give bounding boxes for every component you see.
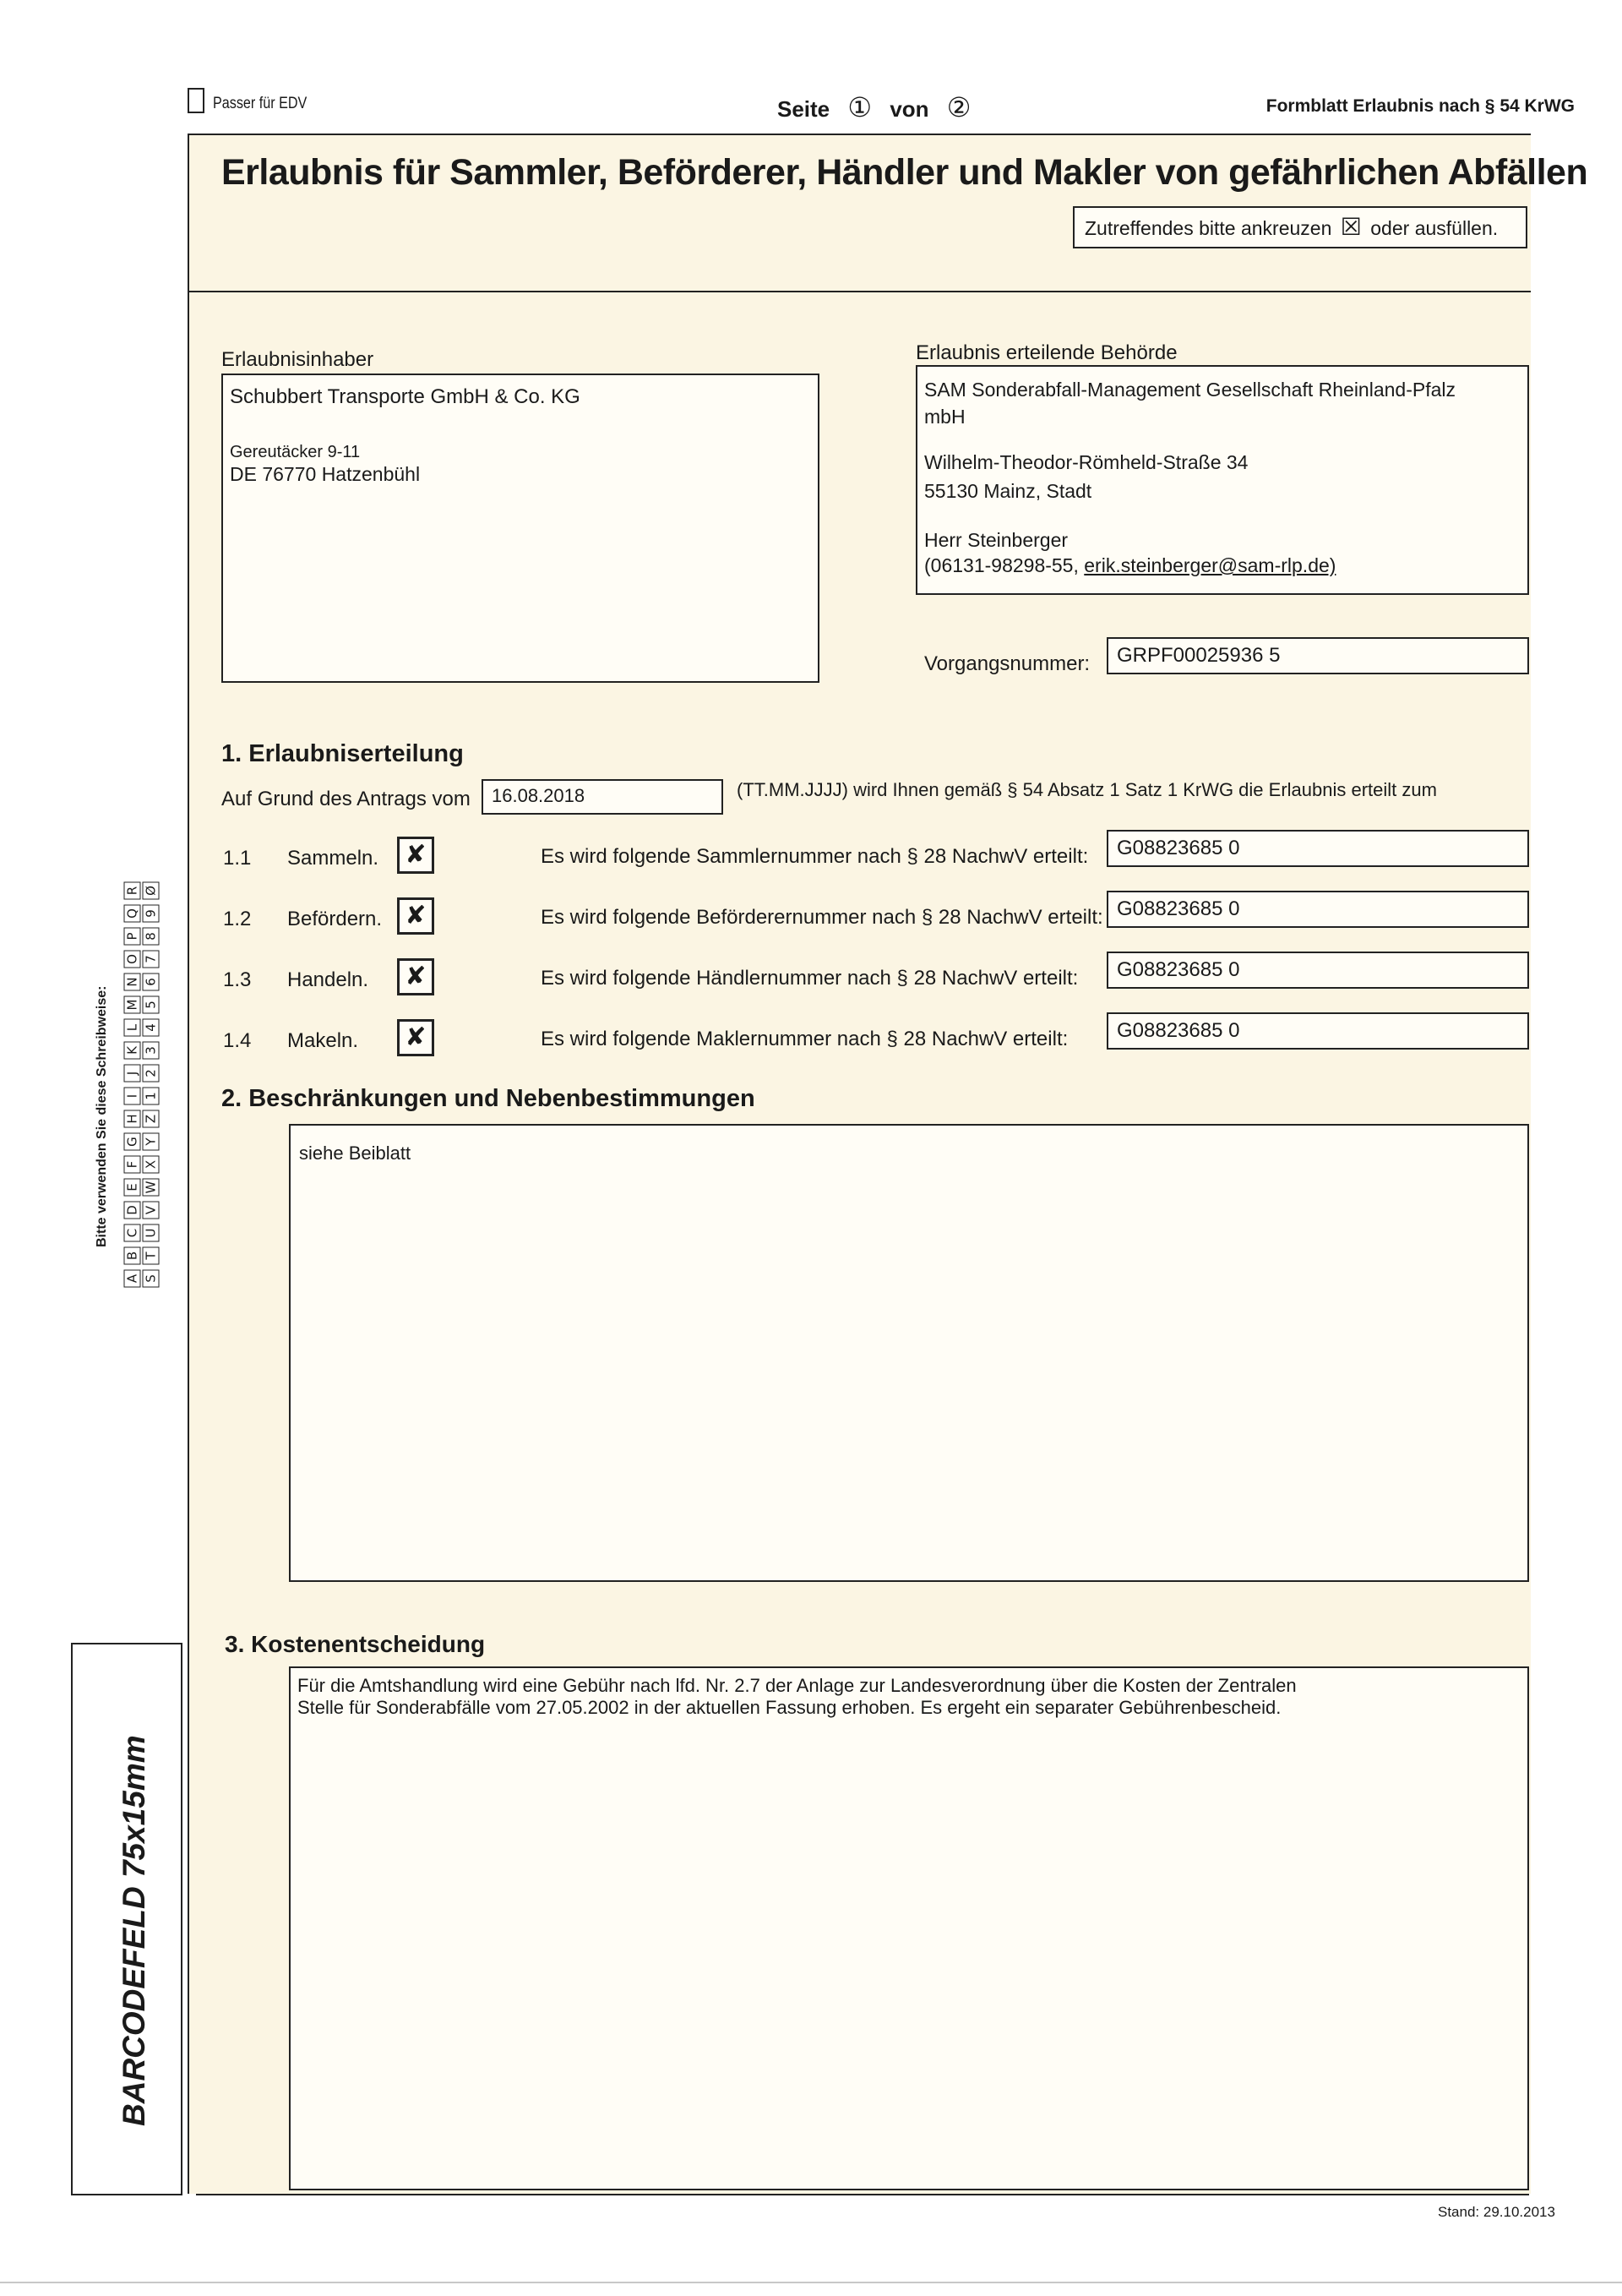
writing-sample-char: 2 xyxy=(143,1065,160,1083)
row-label-befoerdern: Befördern. xyxy=(287,908,383,930)
writing-sample-char: Ø xyxy=(143,882,160,900)
page-total: ② xyxy=(946,92,972,123)
barcode-label: BARCODEFELD 75x15mm xyxy=(117,1735,151,2126)
passer-label: Passer für EDV xyxy=(213,95,308,112)
writing-sample-char: T xyxy=(143,1247,160,1265)
authority-name-line2: mbH xyxy=(924,406,966,428)
hint-before: Zutreffendes bitte ankreuzen xyxy=(1085,217,1332,239)
writing-sample-char: 4 xyxy=(143,1019,160,1037)
writing-sample-char: E xyxy=(124,1179,141,1197)
authority-box[interactable] xyxy=(916,365,1529,595)
page-current: ① xyxy=(847,92,873,123)
writing-sample-char: 6 xyxy=(143,973,160,991)
row-text: Es wird folgende Sammlernummer nach § 28 NachwV erteilt: xyxy=(541,845,1089,868)
authority-street: Wilhelm-Theodor-Römheld-Straße 34 xyxy=(924,451,1249,473)
seite-label: Seite xyxy=(777,96,830,122)
header-divider xyxy=(189,291,1531,292)
von-label: von xyxy=(890,96,929,122)
holder-label: Erlaubnisinhaber xyxy=(221,348,374,371)
writing-hint: Bitte verwenden Sie diese Schreibweise: xyxy=(95,985,109,1247)
authority-phone-email xyxy=(924,554,1336,577)
writing-sample-char: W xyxy=(143,1179,160,1197)
section2-title: 2. Beschränkungen und Nebenbestimmungen xyxy=(221,1085,755,1112)
footer-stand: Stand: 29.10.2013 xyxy=(1438,2204,1555,2220)
application-date-field[interactable]: 16.08.2018 xyxy=(482,779,723,815)
writing-sample-char: F xyxy=(124,1156,141,1174)
row-text: Es wird folgende Beförderernummer nach § 28 NachwV erteilt: xyxy=(541,906,1103,929)
restrictions-text: siehe Beiblatt xyxy=(299,1143,411,1164)
restrictions-textarea[interactable] xyxy=(289,1124,1529,1582)
writing-sample-char: 3 xyxy=(143,1042,160,1060)
writing-sample-char: Y xyxy=(143,1133,160,1151)
form-id: Formblatt Erlaubnis nach § 54 KrWG xyxy=(1265,96,1575,116)
writing-sample-char: 1 xyxy=(143,1088,160,1105)
writing-sample-char: B xyxy=(124,1247,141,1265)
costs-line1: Für die Amtshandlung wird eine Gebühr nach lfd. Nr. 2.7 der Anlage zur Landesverordnung über die Kosten der Zentralen xyxy=(297,1675,1297,1696)
writing-sample-char: A xyxy=(124,1270,141,1288)
section1-intro-rest: (TT.MM.JJJJ) wird Ihnen gemäß § 54 Absatz 1 Satz 1 KrWG die Erlaubnis erteilt zum xyxy=(737,779,1437,800)
frame-bottom-line xyxy=(196,2194,1529,2195)
section3-title: 3. Kostenentscheidung xyxy=(225,1631,486,1657)
writing-sample-char: P xyxy=(124,928,141,946)
writing-sample-char: H xyxy=(124,1110,141,1128)
holder-city: DE 76770 Hatzenbühl xyxy=(230,463,421,485)
case-number-field[interactable]: GRPF00025936 5 xyxy=(1107,637,1529,674)
writing-sample-char: N xyxy=(124,973,141,991)
holder-name: Schubbert Transporte GmbH & Co. KG xyxy=(230,385,580,408)
handeln-checkbox[interactable]: ✘ xyxy=(397,958,434,995)
checked-box-icon: ☒ xyxy=(1340,214,1362,240)
authority-label: Erlaubnis erteilende Behörde xyxy=(916,341,1178,364)
page-indicator xyxy=(777,91,971,123)
form-title: Erlaubnis für Sammler, Beförderer, Händler und Makler von gefährlichen Abfällen xyxy=(221,152,1588,193)
writing-sample-char: X xyxy=(143,1156,160,1174)
writing-sample-char: 5 xyxy=(143,996,160,1014)
writing-sample-char: Z xyxy=(143,1110,160,1128)
sammeln-checkbox[interactable]: ✘ xyxy=(397,837,434,874)
writing-sample-char: L xyxy=(124,1019,141,1037)
costs-line2: Stelle für Sonderabfälle vom 27.05.2002 in der aktuellen Fassung erhoben. Es ergeht ein separater Gebührenbescheid. xyxy=(297,1697,1282,1718)
authority-city: 55130 Mainz, Stadt xyxy=(924,480,1092,502)
case-label: Vorgangsnummer: xyxy=(924,652,1091,675)
writing-sample-char: S xyxy=(143,1270,160,1288)
row-text: Es wird folgende Maklernummer nach § 28 NachwV erteilt: xyxy=(541,1028,1069,1050)
hint-box xyxy=(1073,206,1527,248)
writing-sample-char: U xyxy=(143,1224,160,1242)
row-text: Es wird folgende Händlernummer nach § 28 NachwV erteilt: xyxy=(541,967,1079,990)
writing-sample-grid xyxy=(123,874,179,1293)
row-number: 1.1 xyxy=(223,847,252,870)
authority-phone: (06131-98298-55, xyxy=(924,554,1079,576)
writing-sample-char: J xyxy=(124,1065,141,1083)
befoerdern-checkbox[interactable]: ✘ xyxy=(397,897,434,935)
writing-sample-char: K xyxy=(124,1042,141,1060)
writing-sample-char: V xyxy=(143,1202,160,1219)
row-number: 1.3 xyxy=(223,968,252,991)
passer-checkbox[interactable] xyxy=(188,88,204,113)
writing-sample-char: D xyxy=(124,1202,141,1219)
row-number: 1.2 xyxy=(223,908,252,930)
writing-sample-char: Q xyxy=(124,905,141,923)
authority-email[interactable]: erik.steinberger@sam-rlp.de) xyxy=(1084,554,1336,576)
authority-name-line1: SAM Sonderabfall-Management Gesellschaft Rheinland-Pfalz xyxy=(924,379,1456,401)
writing-sample-char: 9 xyxy=(143,905,160,923)
haendler-number-field[interactable]: G08823685 0 xyxy=(1107,952,1529,989)
writing-sample-char: M xyxy=(124,996,141,1014)
writing-sample-char: G xyxy=(124,1133,141,1151)
sammler-number-field[interactable]: G08823685 0 xyxy=(1107,830,1529,867)
befoerderer-number-field[interactable]: G08823685 0 xyxy=(1107,891,1529,928)
costs-textarea[interactable] xyxy=(289,1666,1529,2190)
holder-box[interactable] xyxy=(221,374,819,683)
row-label-handeln: Handeln. xyxy=(287,968,369,991)
holder-street: Gereutäcker 9-11 xyxy=(230,443,361,461)
writing-sample-char: 8 xyxy=(143,928,160,946)
writing-sample-char: C xyxy=(124,1224,141,1242)
row-label-sammeln: Sammeln. xyxy=(287,847,379,870)
hint-after: oder ausfüllen. xyxy=(1370,217,1499,239)
writing-sample-char: I xyxy=(124,1088,141,1105)
makeln-checkbox[interactable]: ✘ xyxy=(397,1019,434,1056)
row-label-makeln: Makeln. xyxy=(287,1029,359,1052)
authority-contact: Herr Steinberger xyxy=(924,529,1069,551)
barcode-field xyxy=(71,1643,182,2195)
section1-title: 1. Erlaubniserteilung xyxy=(221,740,464,767)
writing-sample-char: 7 xyxy=(143,951,160,968)
row-number: 1.4 xyxy=(223,1029,252,1052)
writing-sample-char: O xyxy=(124,951,141,968)
writing-sample-char: R xyxy=(124,882,141,900)
scan-edge-line xyxy=(0,2282,1622,2283)
section1-intro-label: Auf Grund des Antrags vom xyxy=(221,788,471,810)
makler-number-field[interactable]: G08823685 0 xyxy=(1107,1012,1529,1050)
